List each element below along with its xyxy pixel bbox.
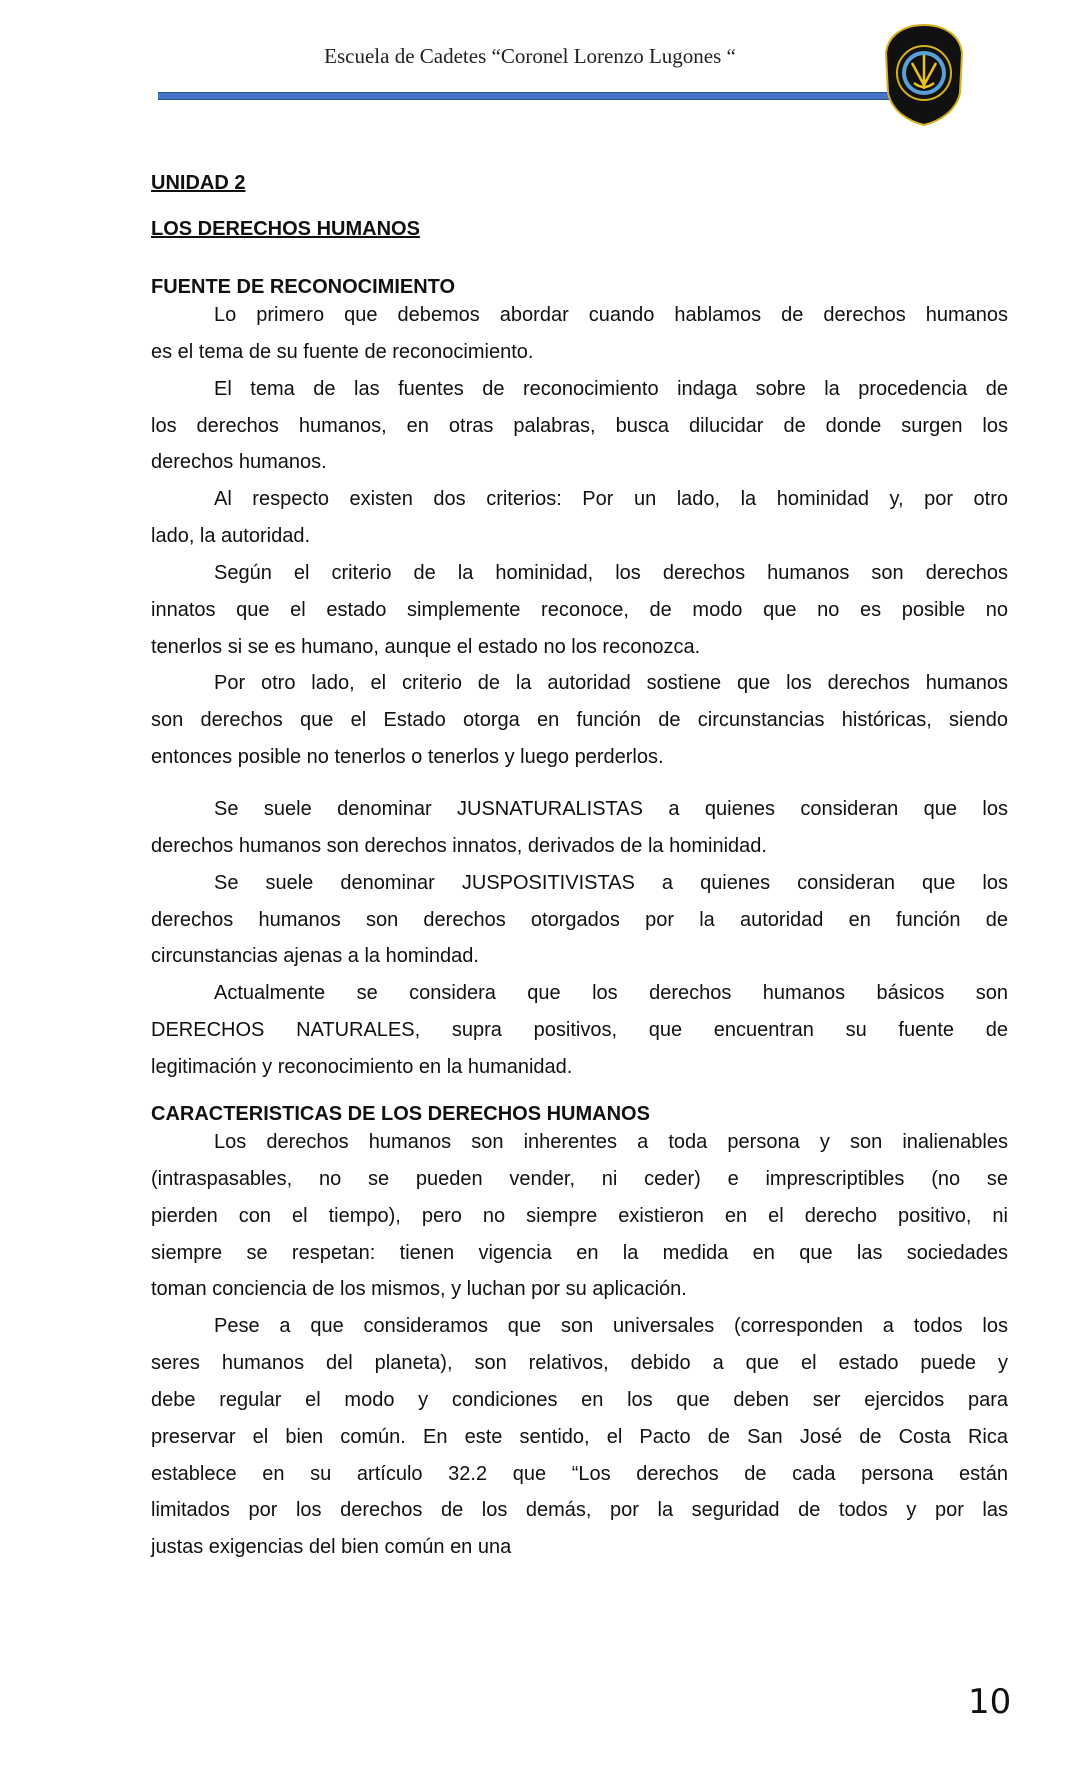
- text-line: El tema de las fuentes de reconocimiento indaga sobre la procedencia de: [214, 377, 1008, 400]
- text-line: circunstancias ajenas a la homindad.: [151, 945, 479, 968]
- text-line: derechos humanos son derechos otorgados por la autoridad en función de: [151, 908, 1008, 931]
- text-line: Lo primero que debemos abordar cuando hablamos de derechos humanos: [214, 304, 1008, 326]
- text-line: Por otro lado, el criterio de la autoridad sostiene que los derechos humanos: [214, 672, 1008, 695]
- header-rule: [158, 92, 903, 100]
- text-line: es el tema de su fuente de reconocimiento.: [151, 340, 534, 363]
- text-line: Se suele denominar JUSPOSITIVISTAS a quienes consideran que los: [214, 871, 1008, 894]
- text-line: debe regular el modo y condiciones en los que deben ser ejercidos para: [151, 1388, 1008, 1411]
- text-line: son derechos que el Estado otorga en función de circunstancias históricas, siendo: [151, 709, 1008, 732]
- text-line: pierden con el tiempo), pero no siempre existieron en el derecho positivo, ni: [151, 1204, 1008, 1227]
- header-title: Escuela de Cadetes “Coronel Lorenzo Lugones “: [324, 44, 736, 68]
- text-line: los derechos humanos, en otras palabras, busca dilucidar de donde surgen los: [151, 414, 1008, 437]
- text-line: innatos que el estado simplemente reconoce, de modo que no es posible no: [151, 598, 1008, 621]
- text-line: legitimación y reconocimiento en la humanidad.: [151, 1055, 573, 1078]
- section-heading-fuente: FUENTE DE RECONOCIMIENTO: [151, 276, 456, 298]
- text-line: lado, la autoridad.: [151, 525, 311, 548]
- school-crest-logo: [884, 23, 964, 127]
- text-block-jusnaturalistas: [151, 791, 1008, 1086]
- text-line: Se suele denominar JUSNATURALISTAS a quienes consideran que los: [214, 798, 1008, 820]
- text-line: derechos humanos.: [151, 451, 327, 474]
- text-line: justas exigencias del bien común en una: [151, 1536, 512, 1559]
- text-line: establece en su artículo 32.2 que “Los derechos de cada persona están: [151, 1462, 1008, 1485]
- page-number: 10: [968, 1682, 1012, 1722]
- text-line: preservar el bien común. En este sentido, el Pacto de San José de Costa Rica: [151, 1425, 1008, 1448]
- title-heading: LOS DERECHOS HUMANOS: [151, 218, 420, 240]
- text-line: DERECHOS NATURALES, supra positivos, que encuentran su fuente de: [151, 1019, 1008, 1042]
- text-line: Pese a que consideramos que son universales (corresponden a todos los: [214, 1315, 1008, 1338]
- text-line: tenerlos si se es humano, aunque el estado no los reconozca.: [151, 635, 701, 658]
- text-block-caracteristicas: [151, 1124, 1008, 1566]
- text-line: entonces posible no tenerlos o tenerlos y luego perderlos.: [151, 746, 664, 769]
- unit-heading: UNIDAD 2: [151, 172, 246, 194]
- text-block-fuente: [151, 297, 1008, 776]
- section-heading-caracteristicas: CARACTERISTICAS DE LOS DERECHOS HUMANOS: [151, 1103, 650, 1125]
- text-line: seres humanos del planeta), son relativos, debido a que el estado puede y: [151, 1352, 1008, 1375]
- text-line: limitados por los derechos de los demás, por la seguridad de todos y por las: [151, 1499, 1008, 1522]
- text-line: toman conciencia de los mismos, y luchan por su aplicación.: [151, 1278, 687, 1301]
- text-line: derechos humanos son derechos innatos, derivados de la hominidad.: [151, 834, 767, 857]
- text-line: Los derechos humanos son inherentes a toda persona y son inalienables: [214, 1131, 1008, 1153]
- text-line: Actualmente se considera que los derechos humanos básicos son: [214, 982, 1008, 1005]
- text-line: siempre se respetan: tienen vigencia en la medida en que las sociedades: [151, 1241, 1008, 1264]
- text-line: Al respecto existen dos criterios: Por un lado, la hominidad y, por otro: [214, 488, 1008, 511]
- text-line: Según el criterio de la hominidad, los derechos humanos son derechos: [214, 561, 1008, 584]
- text-line: (intraspasables, no se pueden vender, ni ceder) e imprescriptibles (no se: [151, 1167, 1008, 1190]
